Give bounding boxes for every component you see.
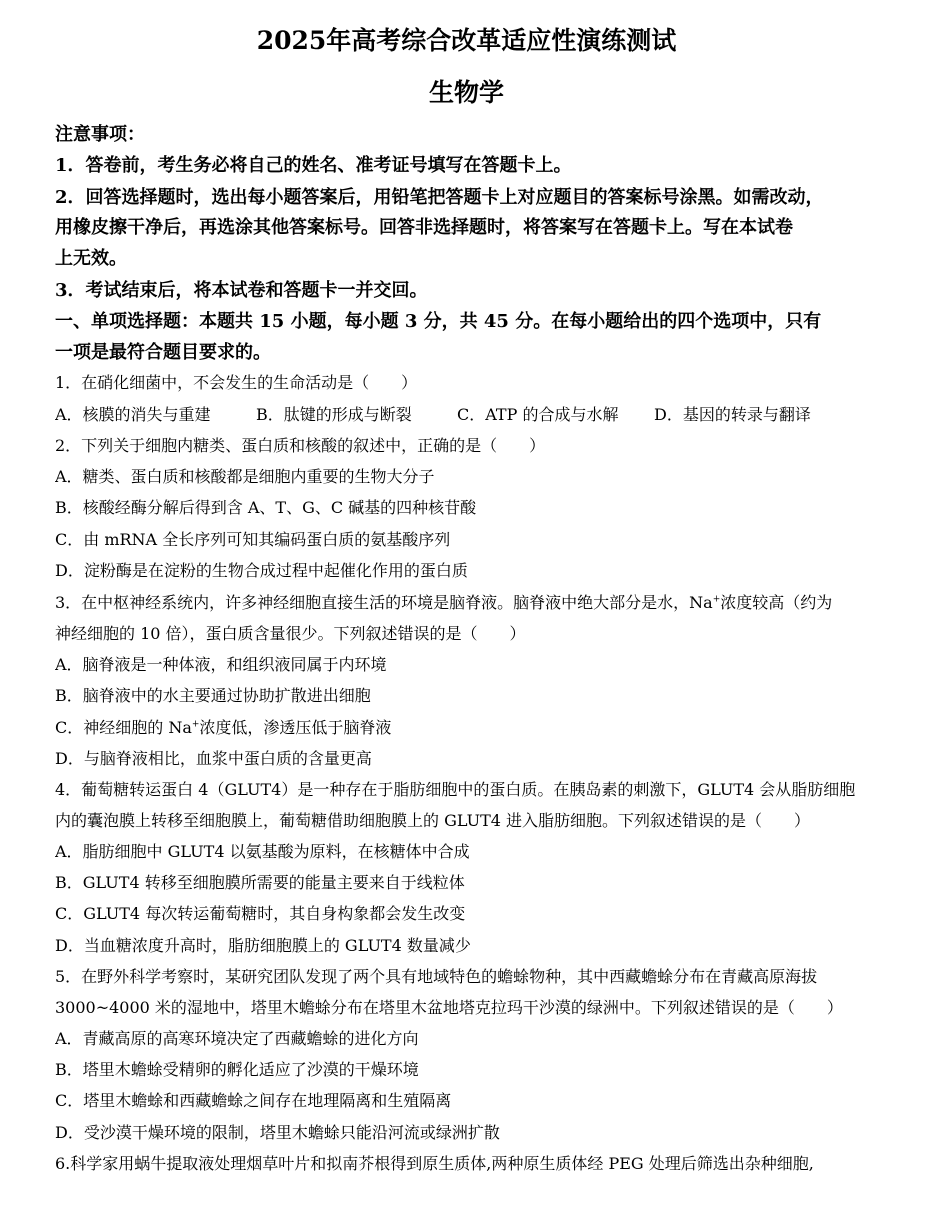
sodium-charge-superscript: + (191, 719, 200, 730)
notice-item-2-line-1: 2．回答选择题时，选出每小题答案后，用铅笔把答题卡上对应题目的答案标号涂黑。如需改动， (55, 187, 824, 208)
q5-option-a: A．青藏高原的高寒环境决定了西藏蟾蜍的进化方向 (55, 1029, 419, 1048)
notice-heading: 注意事项： (55, 124, 145, 145)
q1-option-d: D．基因的转录与翻译 (654, 405, 811, 424)
q1-option-c: C．ATP 的合成与水解 (457, 405, 619, 424)
q2-option-a: A．糖类、蛋白质和核酸都是细胞内重要的生物大分子 (55, 467, 435, 486)
q5-option-b: B．塔里木蟾蜍受精卵的孵化适应了沙漠的干燥环境 (55, 1060, 419, 1079)
q3-option-c (55, 718, 885, 738)
q2-option-b: B．核酸经酶分解后得到含 A、T、G、C 碱基的四种核苷酸 (55, 498, 477, 517)
q1-option-a: A．核膜的消失与重建 (55, 405, 211, 424)
section-heading-line-1: 一、单项选择题：本题共 15 小题，每小题 3 分，共 45 分。在每小题给出的四个选项中，只有 (55, 311, 822, 332)
q3-stem-line-2: 神经细胞的 10 倍），蛋白质含量很少。下列叙述错误的是（ ） (55, 624, 526, 643)
q1-options (55, 405, 885, 425)
q3-stem-line-1 (55, 593, 885, 613)
q5-option-c: C．塔里木蟾蜍和西藏蟾蜍之间存在地理隔离和生殖隔离 (55, 1091, 452, 1110)
q4-option-c: C．GLUT4 每次转运葡萄糖时，其自身构象都会发生改变 (55, 904, 466, 923)
section-heading-line-2: 一项是最符合题目要求的。 (55, 342, 271, 363)
q4-option-b: B．GLUT4 转移至细胞膜所需要的能量主要来自于线粒体 (55, 873, 465, 892)
q2-stem: 2．下列关于细胞内糖类、蛋白质和核酸的叙述中，正确的是（ ） (55, 436, 546, 455)
exam-title: 2025年高考综合改革适应性演练测试 (256, 26, 677, 55)
q3-stem-line-1-post: 浓度较高（约为 (720, 593, 833, 612)
notice-item-3: 3．考试结束后，将本试卷和答题卡一并交回。 (55, 280, 428, 301)
sodium-charge-superscript: + (712, 594, 721, 605)
q1-option-b: B．肽键的形成与断裂 (256, 405, 412, 424)
q3-stem-line-1-pre: 3．在中枢神经系统内，许多神经细胞直接生活的环境是脑脊液。脑脊液中绝大部分是水，Na (55, 593, 713, 612)
notice-item-2-line-2: 用橡皮擦干净后，再选涂其他答案标号。回答非选择题时，将答案写在答题卡上。写在本试卷 (55, 217, 793, 238)
notice-item-1: 1．答卷前，考生务必将自己的姓名、准考证号填写在答题卡上。 (55, 155, 572, 176)
q3-option-a: A．脑脊液是一种体液，和组织液同属于内环境 (55, 655, 387, 674)
subject-title: 生物学 (428, 78, 504, 107)
q3-option-b: B．脑脊液中的水主要通过协助扩散进出细胞 (55, 686, 371, 705)
q6-stem-line-1: 6.科学家用蜗牛提取液处理烟草叶片和拟南芥根得到原生质体,两种原生质体经 PEG 处理后筛选出杂种细胞, (55, 1154, 814, 1173)
q2-option-c: C．由 mRNA 全长序列可知其编码蛋白质的氨基酸序列 (55, 530, 451, 549)
notice-item-2-line-3: 上无效。 (55, 248, 127, 269)
q5-stem-line-2: 3000~4000 米的湿地中，塔里木蟾蜍分布在塔里木盆地塔克拉玛干沙漠的绿洲中。下列叙述错误的是（ ） (55, 998, 843, 1017)
q2-option-d: D．淀粉酶是在淀粉的生物合成过程中起催化作用的蛋白质 (55, 561, 468, 580)
q3-option-d: D．与脑脊液相比，血浆中蛋白质的含量更高 (55, 749, 372, 768)
q5-option-d: D．受沙漠干燥环境的限制，塔里木蟾蜍只能沿河流或绿洲扩散 (55, 1123, 500, 1142)
q4-stem-line-2: 内的囊泡膜上转移至细胞膜上，葡萄糖借助细胞膜上的 GLUT4 进入脂肪细胞。下列叙述错误的是（ ） (55, 811, 811, 830)
q4-option-a: A．脂肪细胞中 GLUT4 以氨基酸为原料，在核糖体中合成 (55, 842, 470, 861)
q3-option-c-pre: C．神经细胞的 Na (55, 718, 192, 737)
q4-stem-line-1: 4．葡萄糖转运蛋白 4（GLUT4）是一种存在于脂肪细胞中的蛋白质。在胰岛素的刺激下，GLUT4 会从脂肪细胞 (55, 780, 856, 799)
q5-stem-line-1: 5．在野外科学考察时，某研究团队发现了两个具有地域特色的蟾蜍物种，其中西藏蟾蜍分布在青藏高原海拔 (55, 967, 818, 986)
q3-option-c-post: 浓度低，渗透压低于脑脊液 (199, 718, 392, 737)
q4-option-d: D．当血糖浓度升高时，脂肪细胞膜上的 GLUT4 数量减少 (55, 936, 471, 955)
q1-stem: 1．在硝化细菌中，不会发生的生命活动是（ ） (55, 373, 418, 392)
